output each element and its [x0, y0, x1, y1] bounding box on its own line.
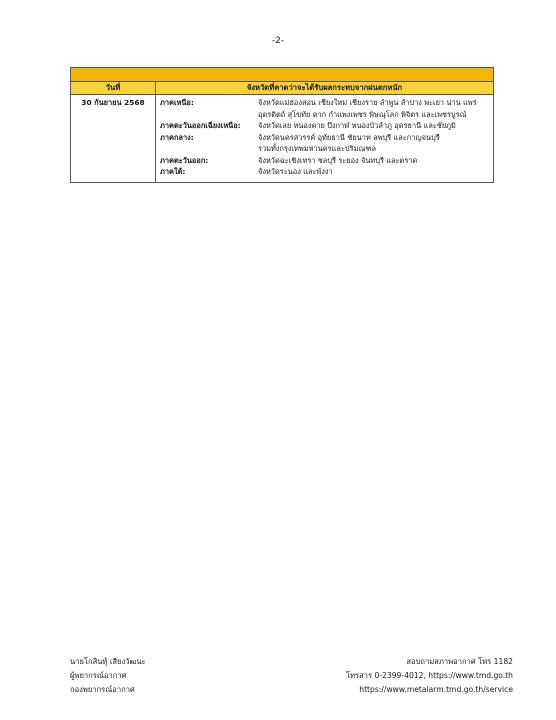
header-date: วันที่ — [71, 82, 156, 95]
province-line: อุตรดิตถ์ สุโขทัย ตาก กำแพงเพชร พิษณุโลก พิจิตร และเพชรบูรณ์ — [258, 109, 467, 119]
forecast-table — [70, 67, 494, 183]
forecaster-title: ผู้พยากรณ์อากาศ — [70, 671, 127, 680]
footer-contact — [346, 655, 513, 697]
region-name: ภาคเหนือ: — [160, 98, 194, 107]
date-cell: 30 กันยายน 2568 — [71, 95, 156, 183]
footer-signature — [70, 655, 146, 697]
contact-fax-website: โทรสาร 0-2399-4012, https://www.tmd.go.th — [345, 671, 513, 680]
region-south — [160, 166, 493, 178]
regions-cell — [156, 95, 494, 183]
region-provinces — [258, 132, 493, 155]
header-provinces: จังหวัดที่คาดว่าจะได้รับผลกระทบจากฝนตกหนัก — [156, 82, 494, 95]
region-central — [160, 132, 493, 155]
page-number: -2- — [271, 36, 285, 46]
province-line: จังหวัดเลย หนองคาย บึงกาฬ หนองบัวลำภู อุดรธานี และชัยภูมิ — [258, 121, 456, 130]
region-north — [160, 97, 493, 120]
province-line: จังหวัดแม่ฮ่องสอน เชียงใหม่ เชียงราย ลำพูน ลำปาง พะเยา น่าน แพร่ — [258, 98, 477, 107]
region-provinces — [258, 166, 493, 178]
region-provinces — [258, 155, 493, 167]
contact-service-link[interactable]: https://www.metalarm.tmd.go.th/service — [359, 685, 513, 694]
table-banner — [71, 68, 494, 82]
table-header-row — [71, 82, 494, 95]
province-line: รวมทั้งกรุงเทพมหานครและปริมณฑล — [258, 144, 376, 153]
table-row — [71, 95, 494, 183]
region-northeast — [160, 120, 493, 132]
region-east — [160, 155, 493, 167]
table-banner-row — [71, 68, 494, 82]
province-line: จังหวัดนครสวรรค์ อุทัยธานี ชัยนาท ลพบุรี และกาญจนบุรี — [258, 132, 440, 142]
forecaster-division: กองพยากรณ์อากาศ — [70, 685, 135, 694]
region-name: ภาคตะวันออก: — [160, 155, 209, 165]
region-name: ภาคตะวันออกเฉียงเหนือ: — [160, 121, 241, 130]
region-provinces — [258, 120, 493, 132]
contact-phone: สอบถามสภาพอากาศ โทร 1182 — [406, 657, 513, 666]
region-provinces — [258, 97, 493, 120]
province-line: จังหวัดระนอง และพังงา — [258, 167, 333, 176]
region-name: ภาคใต้: — [160, 167, 186, 176]
forecaster-name: นายโกสินทุ์ เสียงวัฒนะ — [70, 657, 146, 666]
region-name: ภาคกลาง: — [160, 132, 194, 142]
province-line: จังหวัดฉะเชิงเทรา ชลบุรี ระยอง จันทบุรี และตราด — [258, 155, 418, 165]
